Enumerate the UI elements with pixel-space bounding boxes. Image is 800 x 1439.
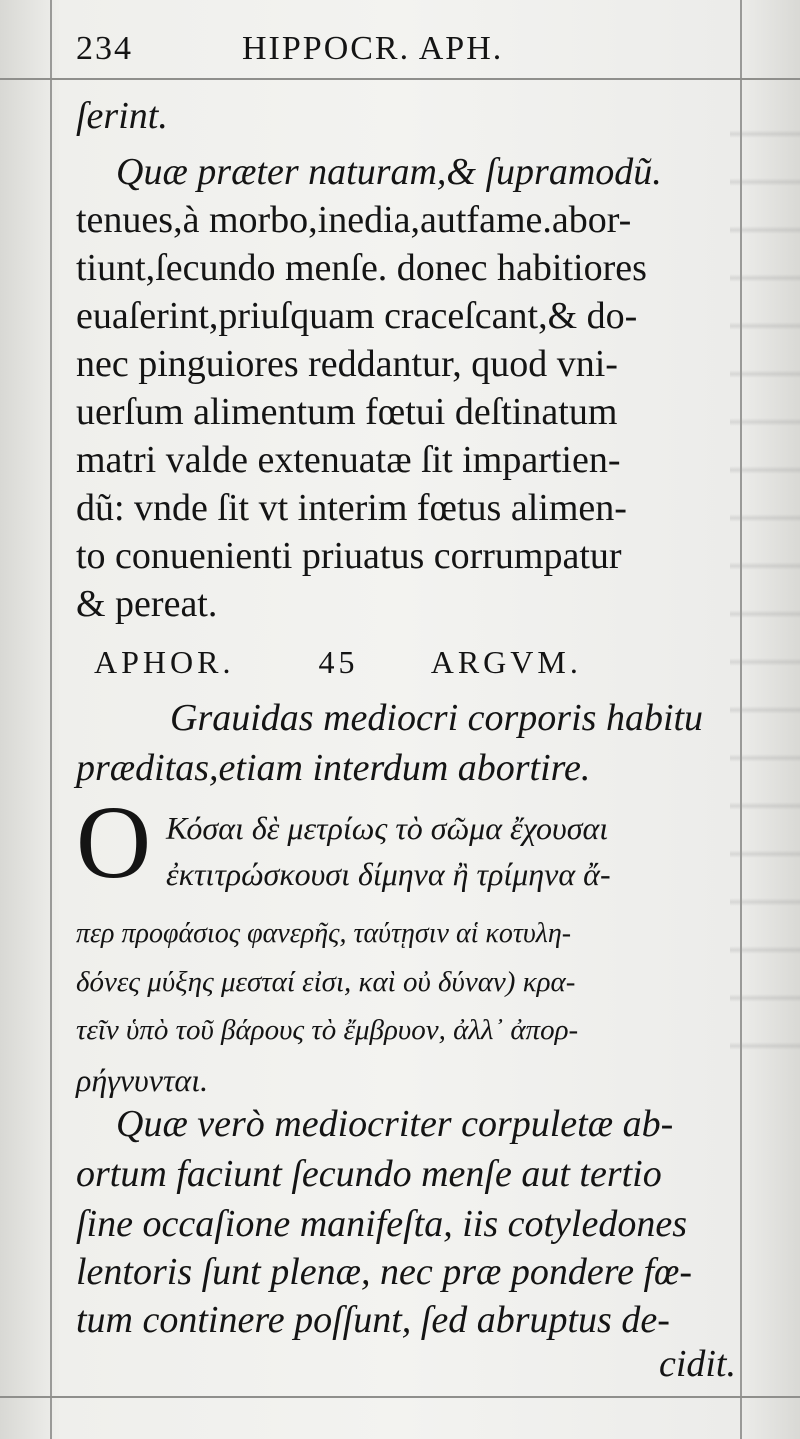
text-line: ortum faciunt ſecundo menſe aut tertio: [76, 1153, 662, 1195]
running-header: [76, 30, 636, 80]
text-line: nec pinguiores reddantur, quod vni-: [76, 343, 618, 385]
text-line: uerſum alimentum fœtui deſtinatum: [76, 391, 618, 433]
greek-line: περ προφάσιος φανερῆς, ταύτῃσιν αἱ κοτυλη-: [76, 918, 572, 949]
text-line: ſerint.: [76, 95, 168, 137]
text-line: & pereat.: [76, 583, 218, 625]
text-line: matri valde extenuatæ ſit impartien-: [76, 439, 621, 481]
drop-cap: O: [76, 785, 152, 900]
margin-rule-right: [740, 0, 742, 1439]
argument-label: ARGVM.: [430, 644, 582, 680]
text-line: tum continere poſſunt, ſed abruptus de-: [76, 1299, 670, 1341]
text-line: euaſerint,priuſquam craceſcant,& do-: [76, 295, 638, 337]
margin-rule-left: [50, 0, 52, 1439]
text-line: tiunt,ſecundo menſe. donec habitiores: [76, 247, 647, 289]
text-line: dũ: vnde ſit vt interim fœtus alimen-: [76, 487, 627, 529]
text-line: Quæ præter naturam,& ſupramodũ.: [116, 151, 662, 193]
text-line: præditas,etiam interdum abortire.: [76, 747, 591, 789]
greek-line: δόνες μύξης μεσταί εἰσι, καὶ οὐ δύναν) κρα-: [76, 966, 576, 998]
text-line: tenues,à morbo,inedia,autfame.abor-: [76, 199, 632, 241]
catchword: cidit.: [658, 1343, 736, 1385]
text-line: lentoris ſunt plenæ, nec præ pondere fœ-: [76, 1251, 693, 1293]
greek-line: Κόσαι δὲ μετρίως τὸ σῶμα ἔχουσαι: [166, 810, 609, 846]
greek-line: ἐκτιτρώσκουσι δίμηνα ἢ τρίμηνα ἄ-: [166, 856, 611, 892]
text-line: ſine occaſione manifeſta, iis cotyledones: [76, 1203, 688, 1245]
running-title: HIPPOCR. APH.: [242, 30, 504, 67]
footer-rule: [0, 1396, 800, 1398]
aphorism-heading: [94, 644, 582, 681]
text-line: to conuenienti priuatus corrumpatur: [76, 535, 622, 577]
greek-line: τεῖν ὑπὸ τοῦ βάρους τὸ ἔμβρυον, ἀλλ᾽ ἀπορ-: [76, 1014, 579, 1046]
aphorism-number: 45: [318, 644, 359, 680]
greek-line: ρήγνυνται.: [76, 1062, 209, 1098]
page-number: 234: [76, 30, 133, 67]
text-line: Quæ verò mediocriter corpuletæ ab-: [116, 1103, 674, 1145]
text-line: Grauidas mediocri corporis habitu: [170, 697, 704, 739]
aphorism-label: APHOR.: [94, 644, 235, 680]
